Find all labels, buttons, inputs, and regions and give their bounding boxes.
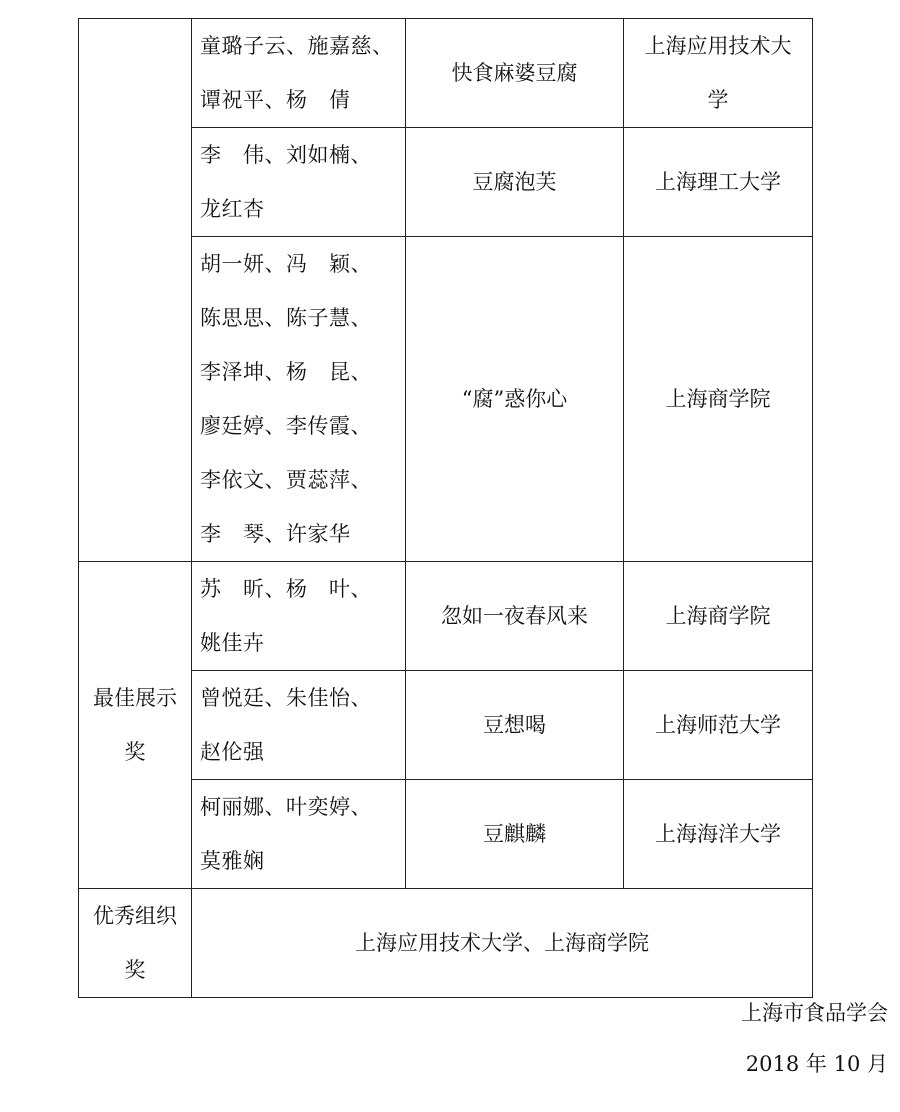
school-name: 上海应用技术大 学 — [624, 19, 813, 128]
team-members: 李 伟、刘如楠、 龙红杏 — [192, 128, 406, 237]
organization-winners: 上海应用技术大学、上海商学院 — [192, 889, 813, 998]
team-members: 童璐子云、施嘉慈、 谭祝平、杨 倩 — [192, 19, 406, 128]
team-members: 柯丽娜、叶奕婷、 莫雅娴 — [192, 780, 406, 889]
table-row — [79, 562, 813, 671]
work-title: 快食麻婆豆腐 — [406, 19, 624, 128]
issuing-organization: 上海市食品学会 — [741, 1001, 888, 1025]
work-title: 豆腐泡芙 — [406, 128, 624, 237]
work-title: 忽如一夜春风来 — [406, 562, 624, 671]
school-name: 上海理工大学 — [624, 128, 813, 237]
awards-table — [78, 18, 813, 998]
award-name-best-display: 最佳展示 奖 — [79, 562, 192, 889]
award-cell-empty — [79, 19, 192, 562]
school-name: 上海商学院 — [624, 237, 813, 562]
award-name-organization: 优秀组织 奖 — [79, 889, 192, 998]
work-title: “腐”惑你心 — [406, 237, 624, 562]
team-members: 胡一妍、冯 颖、 陈思思、陈子慧、 李泽坤、杨 昆、 廖廷婷、李传霞、 李依文、贾蕊萍、 李 琴、许家华 — [192, 237, 406, 562]
table-row — [79, 889, 813, 998]
school-name: 上海海洋大学 — [624, 780, 813, 889]
work-title: 豆麒麟 — [406, 780, 624, 889]
work-title: 豆想喝 — [406, 671, 624, 780]
team-members: 曾悦廷、朱佳怡、 赵伦强 — [192, 671, 406, 780]
issue-date: 2018 年 10 月 — [745, 1052, 888, 1076]
table-row — [79, 19, 813, 128]
school-name: 上海商学院 — [624, 562, 813, 671]
school-name: 上海师范大学 — [624, 671, 813, 780]
team-members: 苏 昕、杨 叶、 姚佳卉 — [192, 562, 406, 671]
